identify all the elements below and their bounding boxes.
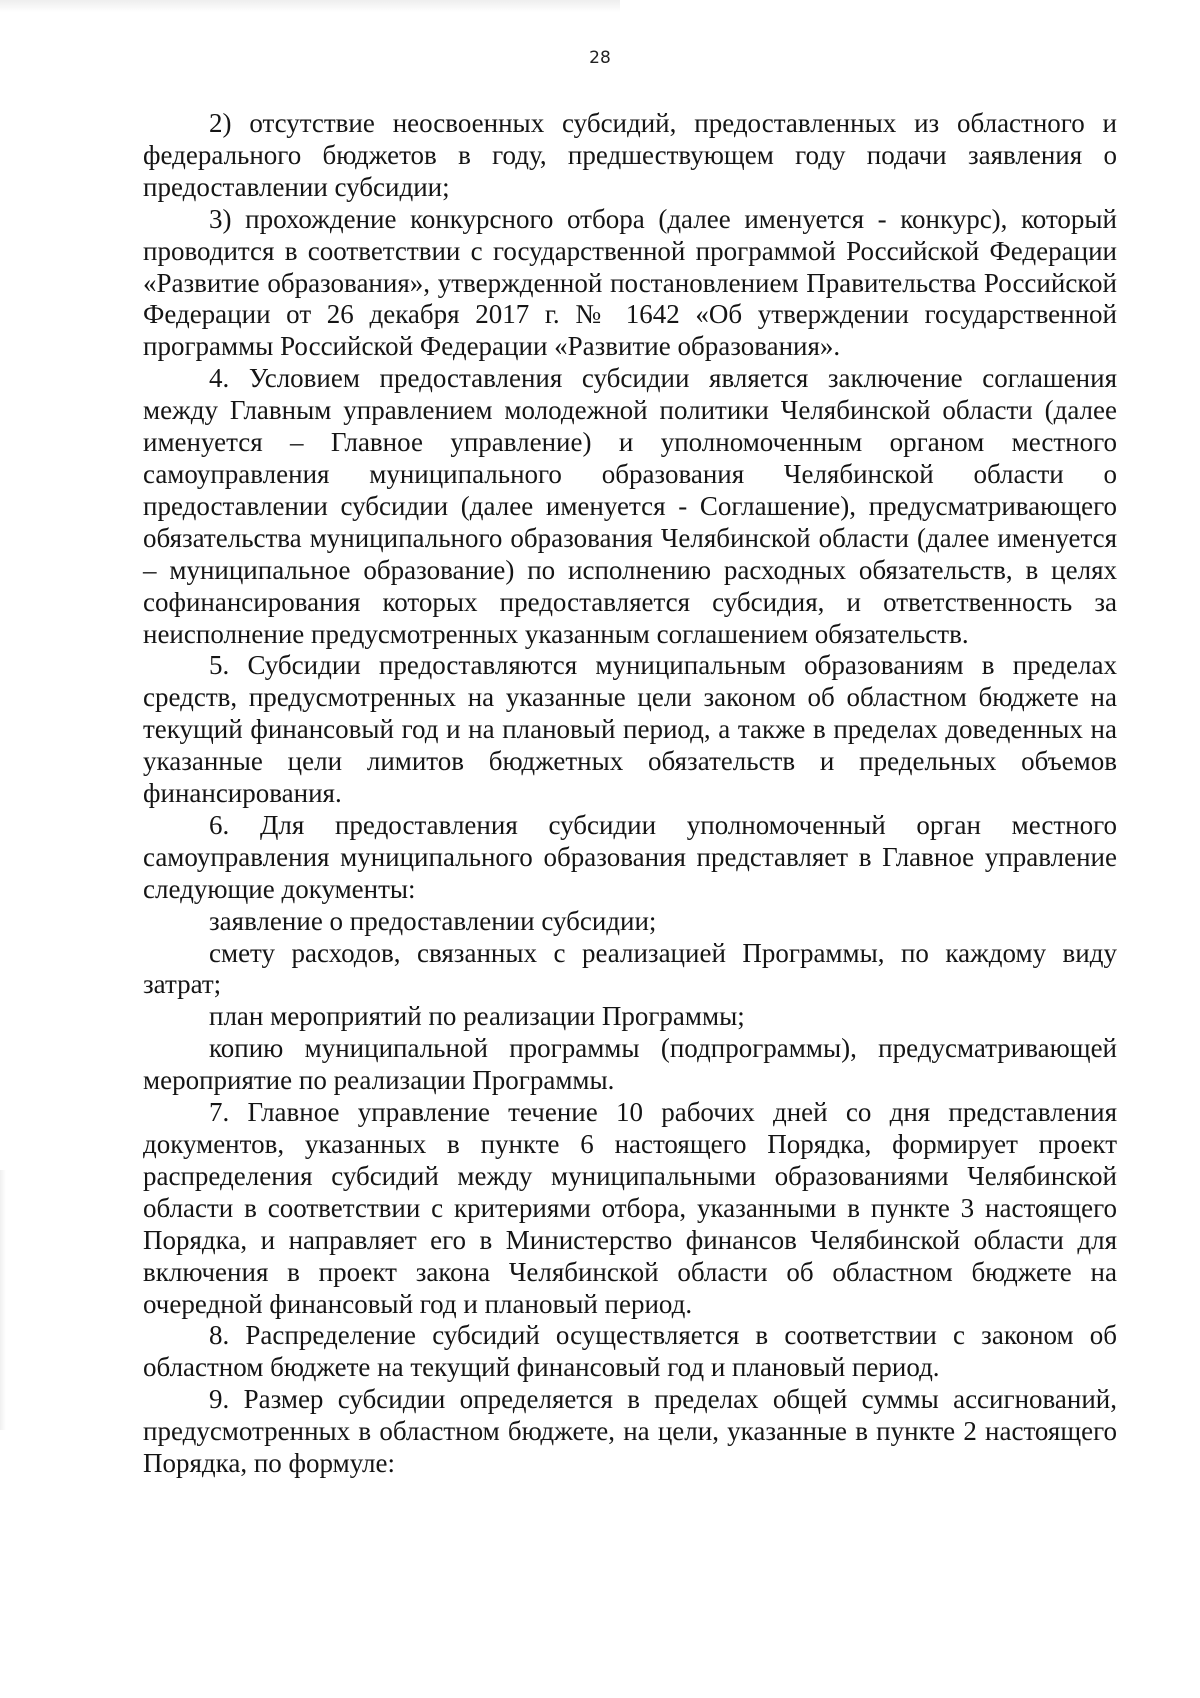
document-body xyxy=(143,108,1117,1480)
paragraph-clause-6: 6. Для предоставления субсидии уполномоченный орган местного самоуправления муниципального образования представляет в Главное управление следующие документы: xyxy=(143,809,1117,904)
document-list-item: заявление о предоставлении субсидии; xyxy=(209,905,657,936)
paragraph-item-2: 2) отсутствие неосвоенных субсидий, предоставленных из областного и федерального бюджетов в году, предшествующем году подачи заявления о предоставлении субсидии; xyxy=(143,108,1117,202)
paragraph-clause-7: 7. Главное управление течение 10 рабочих дней со дня представления документов, указанных в пункте 6 настоящего Порядка, формирует проект распределения субсидий между муниципальными образованиями Челябинской области в соответствии с критериями отбора, указанными в пункте 3 настоящего Порядка, и направляет его в Министерство финансов Челябинской области для включения в проект закона Челябинской области об областном бюджете на очередной финансовый год и плановый период. xyxy=(143,1097,1117,1319)
paragraph-clause-5: 5. Субсидии предоставляются муниципальным образованиям в пределах средств, предусмотренных на указанные цели законом об областном бюджете на текущий финансовый год и на плановый период, а также в пределах доведенных на указанные цели лимитов бюджетных обязательств и предельных объемов финансирования. xyxy=(143,650,1117,809)
paragraph-clause-4: 4. Условием предоставления субсидии является заключение соглашения между Главным управлением молодежной политики Челябинской области (далее именуется – Главное управление) и уполномоченным органом местного самоуправления муниципального образования Челябинской области о предоставлении субсидии (далее именуется - Соглашение), предусматривающего обязательства муниципального образования Челябинской области (далее именуется – муниципальное образование) по исполнению расходных обязательств, в целях софинансирования которых предоставляется субсидия, и ответственность за неисполнение предусмотренных указанным соглашением обязательств. xyxy=(143,363,1117,649)
page-number: 28 xyxy=(589,48,611,68)
document-list-item: копию муниципальной программы (подпрограммы), предусматривающей мероприятие по реализации Программы. xyxy=(143,1033,1117,1096)
scan-edge-shading-left xyxy=(0,1170,6,1430)
document-list-item: план мероприятий по реализации Программы; xyxy=(209,1001,745,1032)
document-list-item: смету расходов, связанных с реализацией Программы, по каждому виду затрат; xyxy=(143,937,1117,1000)
paragraph-clause-9: 9. Размер субсидии определяется в пределах общей суммы ассигнований, предусмотренных в областном бюджете, на цели, указанные в пункте 2 настоящего Порядка, по формуле: xyxy=(143,1384,1117,1479)
paragraph-item-3: 3) прохождение конкурсного отбора (далее именуется - конкурс), который проводится в соответствии с государственной программой Российской Федерации «Развитие образования», утвержденной постановлением Правительства Российской Федерации от 26 декабря 2017 г. № 1642 «Об утверждении государственной программы Российской Федерации «Развитие образования». xyxy=(143,203,1117,362)
scan-edge-shading xyxy=(0,0,620,12)
paragraph-clause-8: 8. Распределение субсидий осуществляется в соответствии с законом об областном бюджете на текущий финансовый год и плановый период. xyxy=(143,1320,1117,1383)
